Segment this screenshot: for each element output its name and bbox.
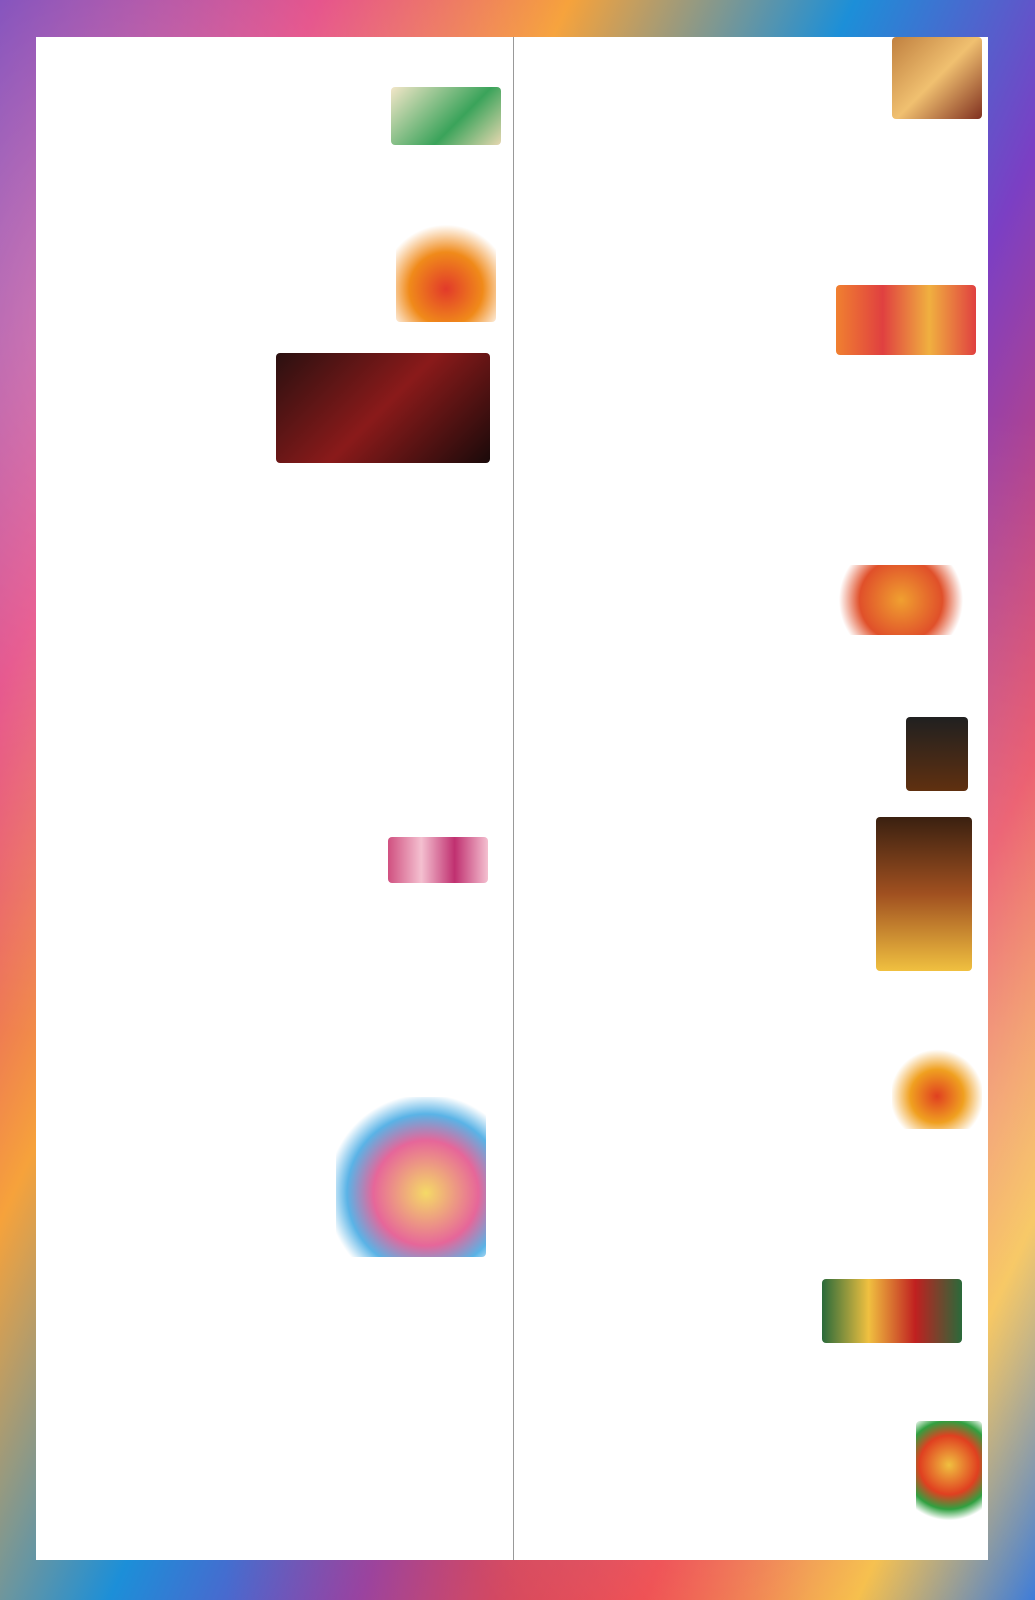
symphony-band-poster — [906, 717, 968, 791]
dancer-sketch-image — [336, 1097, 486, 1257]
kathakali-photo — [822, 1279, 962, 1343]
bharatanatyam-dancer-image — [396, 212, 496, 322]
ottanthullal-image — [916, 1421, 982, 1531]
magadha-drama-poster — [876, 817, 972, 971]
kuchipudi-pose-photo — [892, 37, 982, 119]
schedule-sheet — [36, 37, 988, 1560]
thiruvathira-photo — [391, 87, 501, 145]
dance-group-photo — [388, 837, 488, 883]
column-divider — [513, 37, 514, 1560]
dance-drama-illustration — [826, 565, 976, 635]
kuchipudi-dancer-image — [892, 1047, 982, 1129]
ganamela-poster — [276, 353, 490, 463]
classical-dancers-photo — [836, 285, 976, 355]
